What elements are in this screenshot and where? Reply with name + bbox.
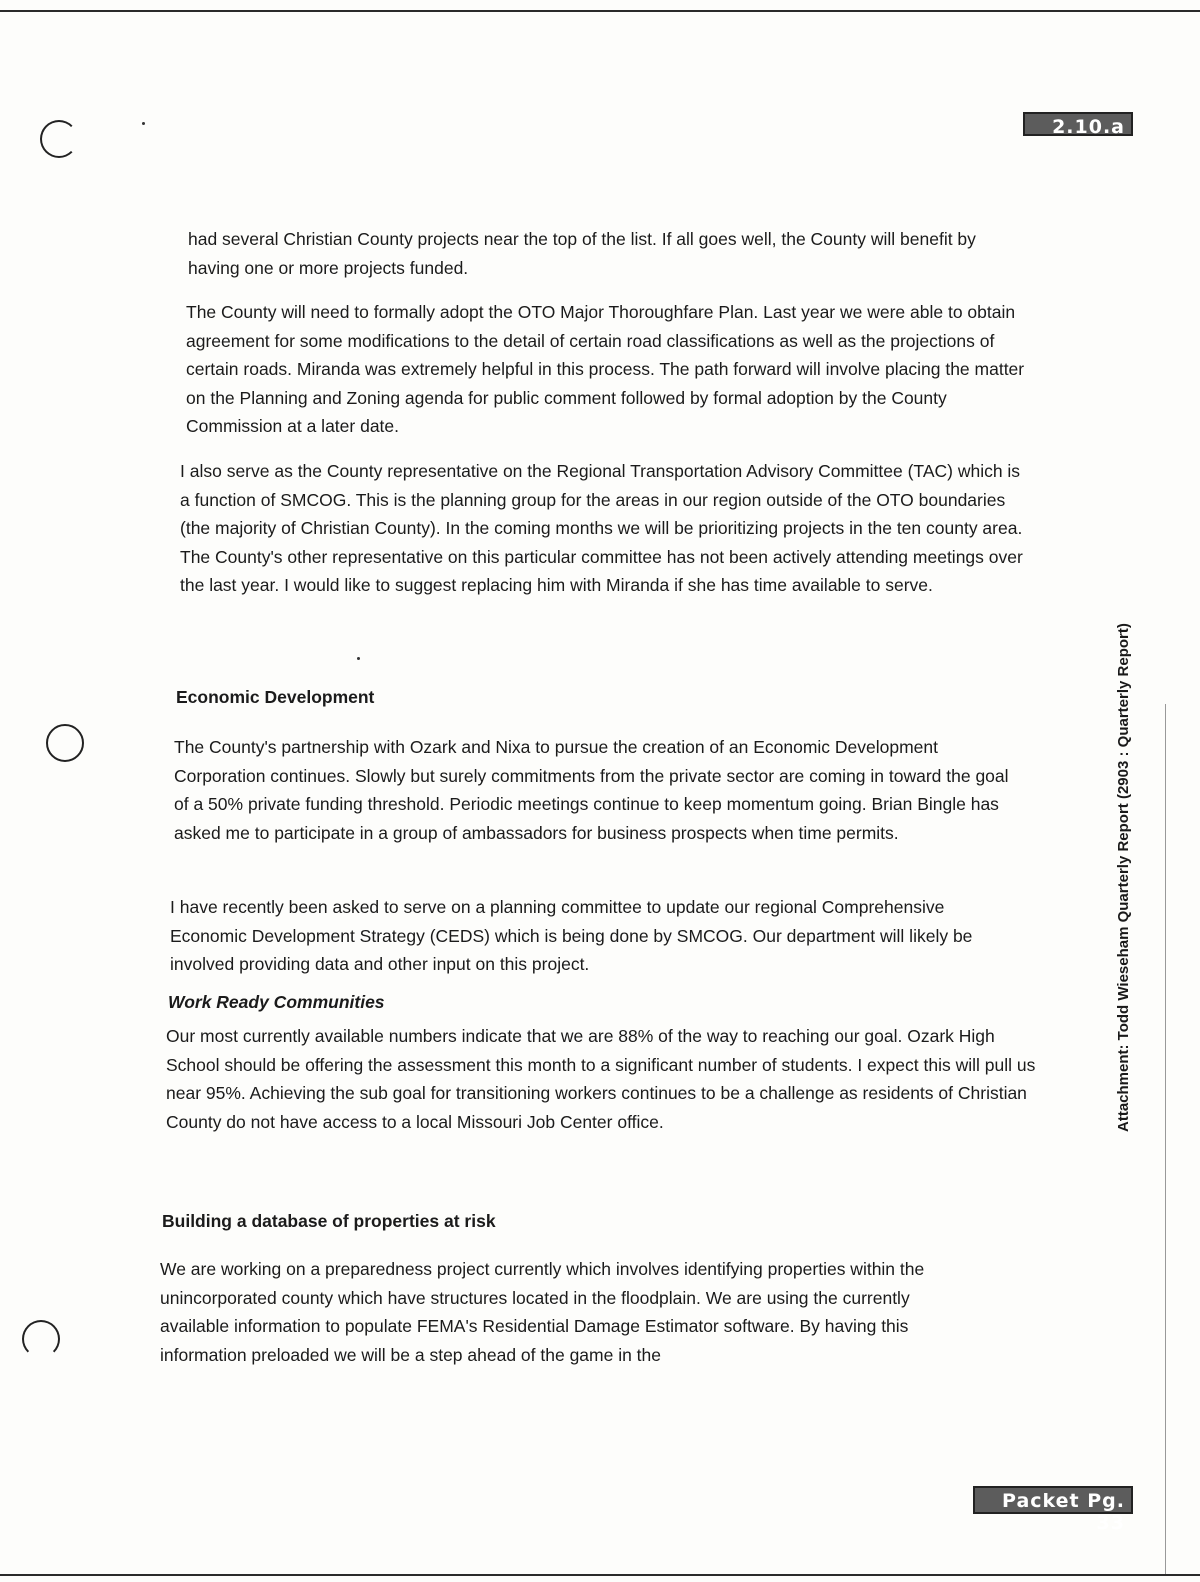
scan-speck: [357, 657, 360, 660]
bottom-rule: [0, 1574, 1200, 1576]
top-rule: [0, 10, 1200, 12]
paragraph-thoroughfare: The County will need to formally adopt the OTO Major Thoroughfare Plan. Last year we were able to obtain agreement for some modifications to the detail of certain road classifications as well as the projections of certain roads. Miranda was extremely helpful in this process. The path forward will involve placing the matter on the Planning and Zoning agenda for public comment followed by formal adoption by the County Commission at a later date.: [186, 302, 1025, 436]
agenda-item-badge: 2.10.a: [1023, 112, 1133, 136]
punch-hole-bottom: [22, 1320, 60, 1358]
scan-speck: [142, 122, 145, 125]
punch-hole-top: [40, 120, 78, 158]
heading-database: Building a database of properties at risk: [162, 1211, 496, 1231]
paragraph-work-ready: Our most currently available numbers indicate that we are 88% of the way to reaching our goal. Ozark High School should be offering the assessment this month to a significant number of students. I expect this will pull us near 95%. Achieving the sub goal for transitioning workers continues to be a challenge as residents of Christian County do not have access to a local Missouri Job Center office.: [166, 1026, 1036, 1132]
paragraph-ceds: I have recently been asked to serve on a planning committee to update our regional Comprehensive Economic Development Strategy (CEDS) which is being done by SMCOG. Our department will likely be involved providing data and other input on this project.: [170, 897, 973, 974]
heading-economic-development: Economic Development: [176, 687, 375, 707]
paragraph-tac: I also serve as the County representative on the Regional Transportation Advisory Committee (TAC) which is a function of SMCOG. This is the planning group for the areas in our region outside of the OTO boundaries (the majority of Christian County). In the coming months we will be prioritizing projects in the ten county area. The County's other representative on this particular committee has not been actively attending meetings over the last year. I would like to suggest replacing him with Miranda if she has time available to serve.: [180, 461, 1023, 595]
paragraph-database: We are working on a preparedness project currently which involves identifying properties within the unincorporated county which have structures located in the floodplain. We are using the currently available information to populate FEMA's Residential Damage Estimator software. By having this information preloaded we will be a step ahead of the game in the: [160, 1259, 925, 1365]
paragraph-projects: had several Christian County projects near the top of the list. If all goes well, the County will benefit by having one or more projects funded.: [188, 229, 976, 278]
margin-line: [1165, 704, 1166, 1574]
attachment-sidebar-label: Attachment: Todd Wieseham Quarterly Report (2903 : Quarterly Report): [1115, 623, 1132, 1132]
packet-page-badge: Packet Pg. 33: [973, 1486, 1133, 1514]
paragraph-edc: The County's partnership with Ozark and Nixa to pursue the creation of an Economic Development Corporation continues. Slowly but surely commitments from the private sector are coming in toward the goal of a 50% private funding threshold. Periodic meetings continue to keep momentum going. Brian Bingle has asked me to participate in a group of ambassadors for business prospects when time permits.: [174, 737, 1009, 843]
punch-hole-middle: [46, 724, 84, 762]
subheading-work-ready: Work Ready Communities: [168, 992, 385, 1012]
